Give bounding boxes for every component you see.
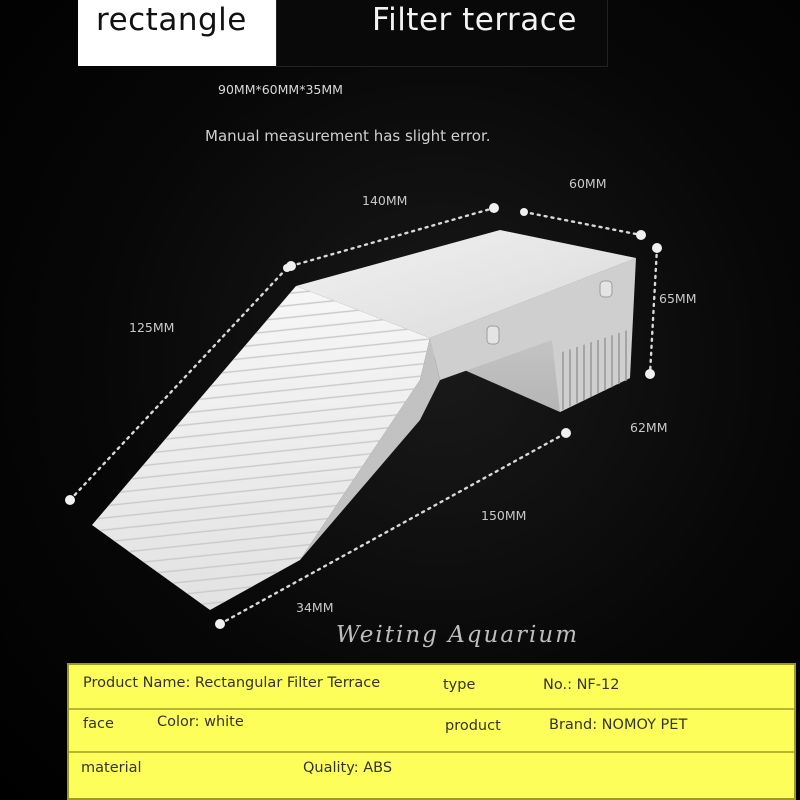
model-number: No.: NF-12 <box>543 677 620 693</box>
product-label: product <box>445 718 501 734</box>
dim-top-width: 60MM <box>569 176 607 191</box>
pin-knob <box>487 326 499 344</box>
table-row <box>69 665 794 710</box>
product-title: Filter terrace <box>372 2 577 38</box>
type-label: type <box>443 677 476 693</box>
material-label: material <box>81 760 142 776</box>
quality-value: Quality: ABS <box>303 760 393 776</box>
watermark: Weiting Aquarium <box>336 622 580 648</box>
product-name: Product Name: Rectangular Filter Terrace <box>83 675 381 691</box>
dim-front-width: 34MM <box>296 600 334 615</box>
dim-right-height: 65MM <box>659 291 697 306</box>
shape-label: rectangle <box>96 2 247 38</box>
brand-value: Brand: NOMOY PET <box>549 717 688 733</box>
pin-knob <box>600 281 612 297</box>
product-info-table <box>67 663 796 800</box>
face-label: face <box>83 716 114 732</box>
dim-right-depth: 62MM <box>630 420 668 435</box>
table-row <box>69 708 794 753</box>
dim-base-length: 150MM <box>481 508 527 523</box>
color-value: Color: white <box>157 714 244 730</box>
size-spec: 90MM*60MM*35MM <box>218 82 343 97</box>
measurement-note: Manual measurement has slight error. <box>205 127 491 145</box>
table-row <box>69 751 794 798</box>
dim-slope-length: 125MM <box>129 320 175 335</box>
dim-top-length: 140MM <box>362 193 408 208</box>
